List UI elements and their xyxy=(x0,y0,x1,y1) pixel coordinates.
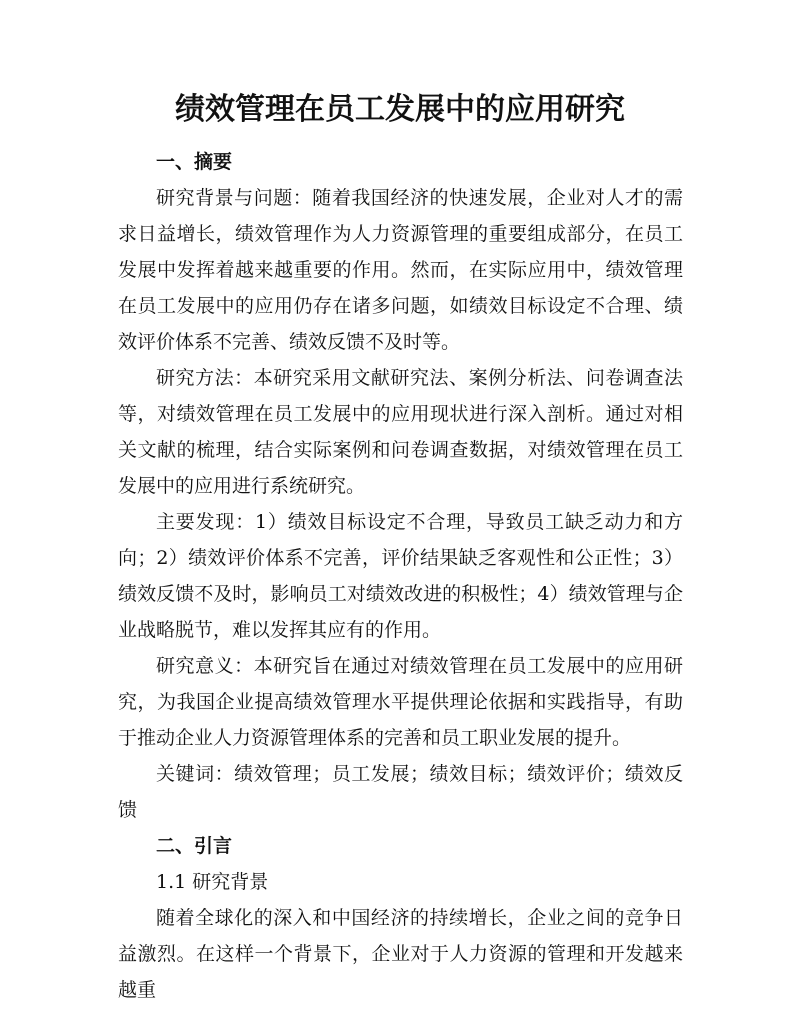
keywords-paragraph: 关键词：绩效管理；员工发展；绩效目标；绩效评价；绩效反馈 xyxy=(118,763,683,821)
intro-paragraph: 随着全球化的深入和中国经济的持续增长，企业之间的竞争日益激烈。在这样一个背景下，企业对于人力资源的管理和开发越来越重 xyxy=(118,907,683,1001)
abstract-method-paragraph: 研究方法：本研究采用文献研究法、案例分析法、问卷调查法等，对绩效管理在员工发展中的应用现状进行深入剖析。通过对相关文献的梳理，结合实际案例和问卷调查数据，对绩效管理在员工发展中的应用进行系统研究。 xyxy=(118,367,683,497)
section-heading-abstract: 一、摘要 xyxy=(156,151,233,173)
document-body xyxy=(118,144,683,1008)
abstract-findings-paragraph: 主要发现：1）绩效目标设定不合理，导致员工缺乏动力和方向；2）绩效评价体系不完善，评价结果缺乏客观性和公正性；3）绩效反馈不及时，影响员工对绩效改进的积极性；4）绩效管理与企业战略脱节，难以发挥其应有的作用。 xyxy=(118,511,683,641)
abstract-significance-paragraph: 研究意义：本研究旨在通过对绩效管理在员工发展中的应用研究，为我国企业提高绩效管理水平提供理论依据和实践指导，有助于推动企业人力资源管理体系的完善和员工职业发展的提升。 xyxy=(118,655,683,749)
section-heading-introduction: 二、引言 xyxy=(156,835,233,857)
subsection-heading-research-background: 1.1 研究背景 xyxy=(156,871,269,893)
document-title: 绩效管理在员工发展中的应用研究 xyxy=(175,92,625,127)
abstract-background-paragraph: 研究背景与问题：随着我国经济的快速发展，企业对人才的需求日益增长，绩效管理作为人力资源管理的重要组成部分，在员工发展中发挥着越来越重要的作用。然而，在实际应用中，绩效管理在员工发展中的应用仍存在诸多问题，如绩效目标设定不合理、绩效评价体系不完善、绩效反馈不及时等。 xyxy=(118,187,683,353)
